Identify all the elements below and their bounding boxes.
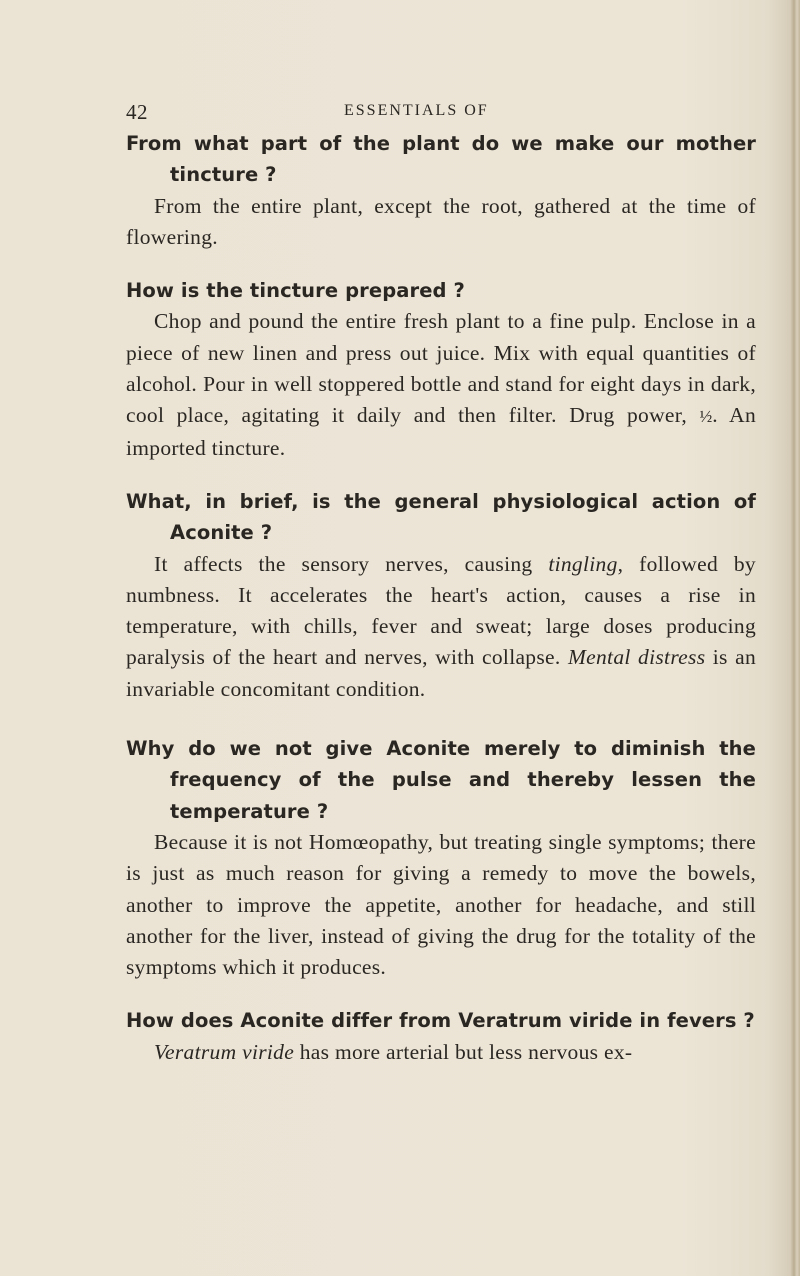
running-head: ESSENTIALS OF — [344, 102, 489, 119]
answer-1: From the entire plant, except the root, gathered at the time of flowering. — [126, 193, 756, 249]
answer-4: Because it is not Homœopathy, but treating single symptoms; there is just as much reason for giving a remedy to move the bowels, another to improve the appetite, another for headache, and still another for the liver, instead of giving the drug for the totality of the symptoms which it produces. — [126, 829, 756, 980]
answer-3-italic-tingling: tingling — [548, 551, 618, 576]
answer-3 — [126, 549, 756, 705]
question-1: From what part of the plant do we make our mother tincture ? — [126, 132, 756, 187]
page-body — [126, 128, 756, 1068]
answer-3-text-c: is an invariable concomitant condition. — [126, 645, 757, 701]
answer-5 — [126, 1037, 756, 1068]
page-number: 42 — [126, 100, 148, 124]
drug-power-fraction: ½ — [699, 407, 713, 427]
answer-3-italic-mental-distress: Mental distress — [567, 645, 706, 670]
answer-2-text-b: . An imported tincture. — [126, 403, 756, 460]
question-3: What, in brief, is the general physiological action of Aconite ? — [126, 489, 756, 545]
answer-2-text-a: Chop and pound the entire fresh plant to a fine pulp. Enclose in a piece of new linen and press out juice. Mix with equal quantities of alcohol. Pour in well stoppered bottle and stand for eight days in dark, cool place, agitating it daily and then filter. Drug power, — [126, 309, 756, 428]
question-4: Why do we not give Aconite merely to diminish the frequency of the pulse and thereby lessen the temperature ? — [126, 737, 756, 823]
question-5: How does Aconite differ from Veratrum viride in fevers ? — [126, 1009, 755, 1033]
answer-5-text: has more arterial but less nervous ex- — [294, 1039, 633, 1064]
answer-3-text-b: , followed by numbness. It accelerates the heart's action, causes a rise in temperature, with chills, fever and sweat; large doses producing paralysis of the heart and nerves, with collapse. — [126, 551, 756, 670]
question-2: How is the tincture prepared ? — [126, 279, 465, 303]
page-header — [126, 100, 756, 130]
answer-5-italic-veratrum: Veratrum viride — [154, 1039, 295, 1064]
answer-2 — [126, 306, 756, 463]
page-edge-shadow — [790, 0, 800, 1276]
answer-3-text-a: It affects the sensory nerves, causing — [154, 551, 549, 576]
